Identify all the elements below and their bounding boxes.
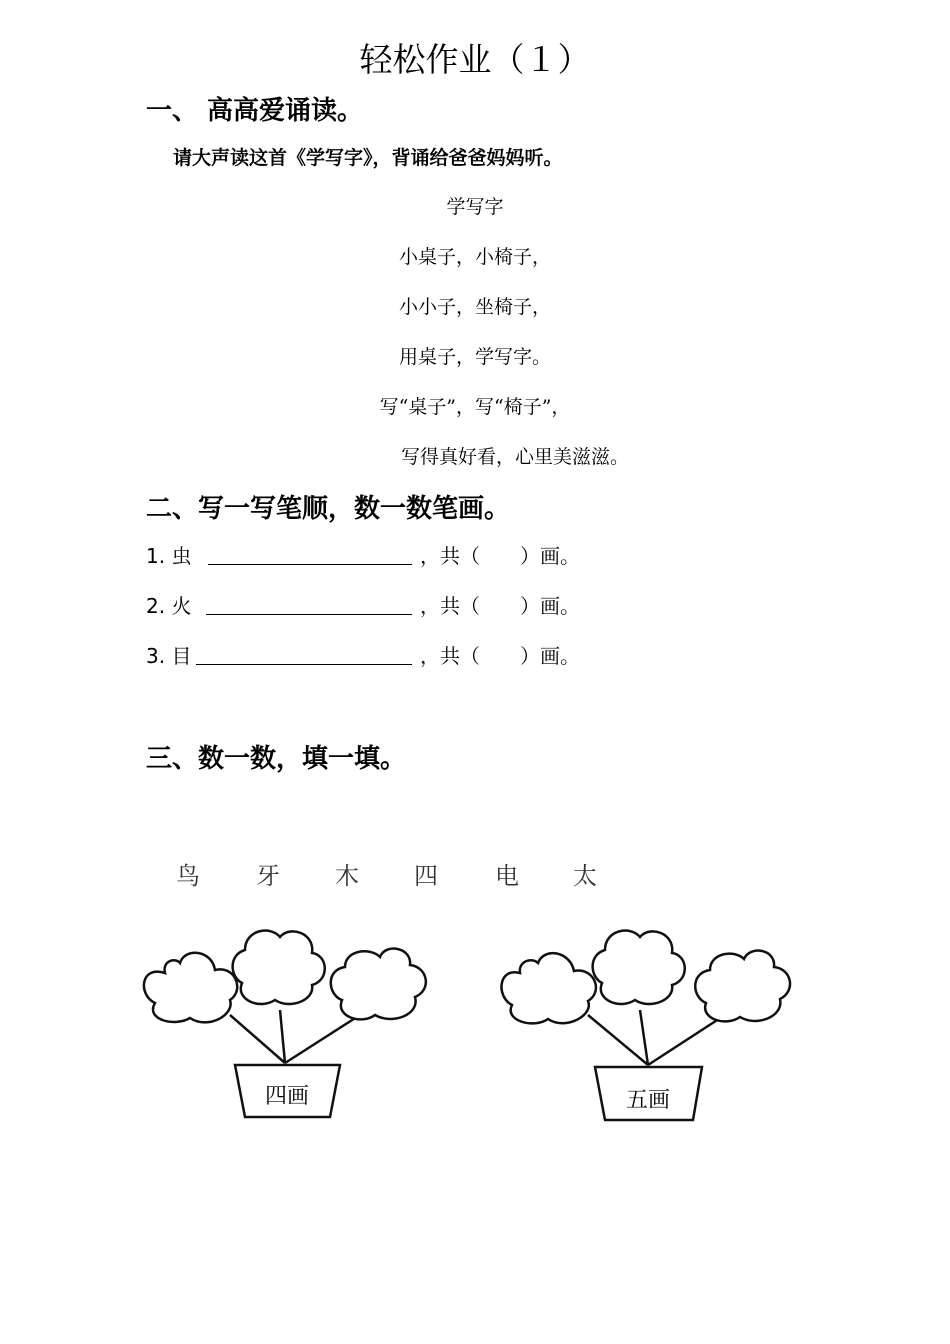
- pot-label: 五画: [625, 1088, 671, 1113]
- stroke-count-text: ，共（ ）画。: [420, 644, 580, 668]
- flower-blank[interactable]: [331, 949, 426, 1020]
- flower-pot-illustration-1: [130, 915, 450, 1130]
- char-option: 太: [573, 862, 597, 890]
- section1-heading: 一、 高高爱诵读。: [146, 96, 364, 126]
- pot-label: 四画: [264, 1084, 310, 1109]
- stroke-order-blank[interactable]: [196, 664, 412, 665]
- poem-line: 小小子，坐椅子，: [398, 296, 551, 318]
- flower-blank[interactable]: [144, 953, 237, 1023]
- stroke-count-text: ，共（ ）画。: [420, 594, 580, 618]
- char-option: 木: [335, 862, 359, 890]
- flower-blank[interactable]: [695, 951, 790, 1022]
- char-option: 牙: [256, 862, 280, 890]
- stroke-item-label: 3. 目: [146, 644, 192, 668]
- stroke-count-text: ，共（ ）画。: [420, 544, 580, 568]
- poem-title: 学写字: [446, 196, 504, 218]
- poem-line: 写得真好看，心里美滋滋。: [400, 446, 629, 468]
- stroke-item-label: 1. 虫: [146, 544, 192, 568]
- char-option: 鸟: [176, 862, 200, 890]
- stroke-order-blank[interactable]: [206, 614, 412, 615]
- stroke-order-blank[interactable]: [208, 564, 412, 565]
- flower-pot-illustration-2: [490, 915, 810, 1130]
- section3-heading: 三、数一数，填一填。: [146, 744, 407, 774]
- poem-line: 写“桌子”，写“椅子”，: [379, 396, 571, 418]
- char-option: 电: [495, 862, 519, 890]
- poem-line: 用桌子，学写字。: [398, 346, 551, 368]
- section1-instruction: 请大声读这首《学写字》，背诵给爸爸妈妈听。: [173, 147, 563, 169]
- page-title: 轻松作业（１）: [359, 40, 591, 79]
- section2-heading: 二、写一写笔顺，数一数笔画。: [146, 494, 511, 524]
- char-option: 四: [414, 862, 438, 890]
- poem-line: 小桌子，小椅子，: [398, 246, 551, 268]
- flower-blank[interactable]: [233, 931, 325, 1004]
- flower-blank[interactable]: [502, 953, 596, 1023]
- stroke-item-label: 2. 火: [146, 594, 192, 618]
- flower-blank[interactable]: [593, 931, 685, 1004]
